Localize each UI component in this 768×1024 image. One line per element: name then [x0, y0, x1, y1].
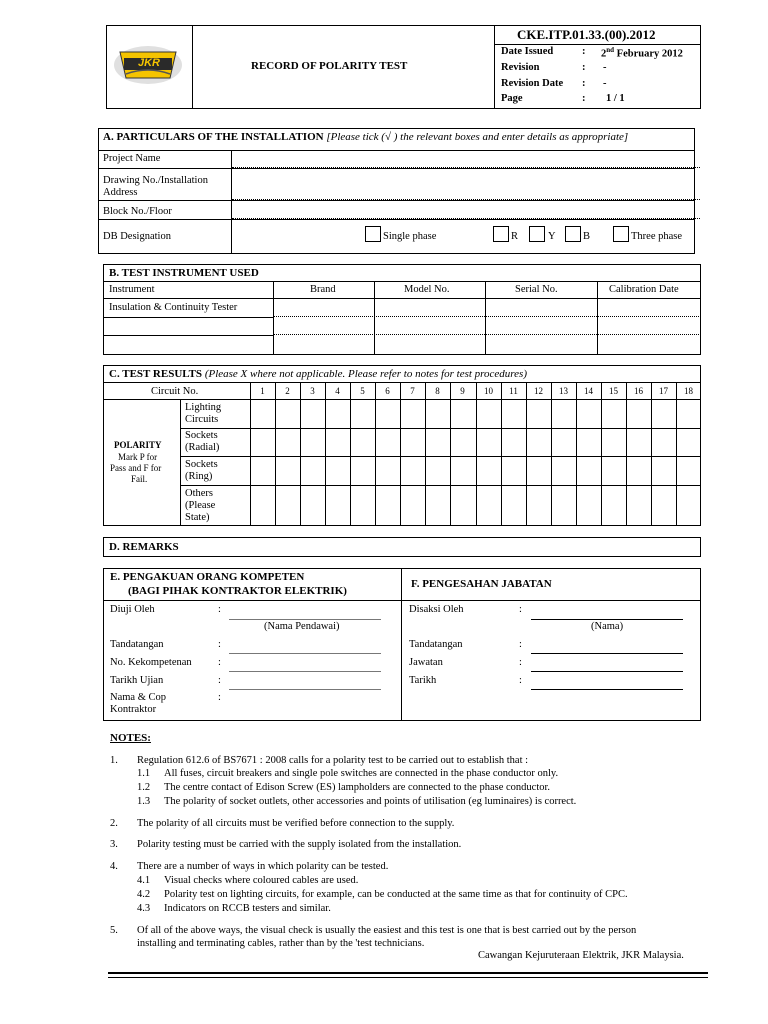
project-name-label: Project Name	[103, 153, 161, 164]
note-number-5: 5.	[110, 925, 118, 936]
circuit-number-2: 2	[285, 386, 290, 396]
logo-text: JKR	[138, 57, 161, 69]
competency-no-field[interactable]	[229, 671, 381, 672]
circuit-number-5: 5	[360, 386, 365, 396]
circuit-number-7: 7	[410, 386, 415, 396]
f-name-caption: (Nama)	[591, 621, 624, 632]
circuit-no-label: Circuit No.	[151, 386, 199, 397]
test-date-label: Tarikh Ujian	[110, 675, 164, 686]
f-signature-label: Tandatangan	[409, 639, 463, 650]
jkr-logo	[112, 44, 184, 86]
phase-y-checkbox[interactable]	[529, 226, 545, 242]
note-1-3: The polarity of socket outlets, other accessories and points of utilisation (eg luminaires) is correct.	[164, 796, 577, 807]
verified-by-label: Disaksi Oleh	[409, 604, 464, 615]
note-number-3: 3.	[110, 839, 118, 850]
type-others: Others (Please State)	[185, 488, 216, 524]
brand-header: Brand	[310, 284, 336, 295]
test-date-field[interactable]	[229, 689, 381, 690]
officer-name-caption: (Nama Pendawai)	[264, 621, 340, 632]
circuit-number-16: 16	[634, 386, 643, 396]
phase-b-checkbox[interactable]	[565, 226, 581, 242]
position-label: Jawatan	[409, 657, 443, 668]
position-field[interactable]	[531, 671, 683, 672]
circuit-number-10: 10	[484, 386, 493, 396]
tested-by-field[interactable]	[229, 619, 381, 620]
e-signature-label: Tandatangan	[110, 639, 164, 650]
circuit-number-14: 14	[584, 386, 593, 396]
phase-b-label: B	[583, 231, 591, 242]
three-phase-checkbox[interactable]	[613, 226, 629, 242]
phase-r-label: R	[511, 231, 519, 242]
circuit-number-3: 3	[310, 386, 315, 396]
circuit-number-6: 6	[385, 386, 390, 396]
f-date-label: Tarikh	[409, 675, 437, 686]
page-title: RECORD OF POLARITY TEST	[251, 60, 408, 72]
competency-no-label: No. Kekompetenan	[110, 657, 192, 668]
doc-code: CKE.ITP.01.33.(00).2012	[517, 27, 656, 42]
single-phase-label: Single phase	[383, 231, 437, 242]
single-phase-checkbox[interactable]	[365, 226, 381, 242]
db-designation-label: DB Designation	[103, 231, 171, 242]
note-2: The polarity of all circuits must be verified before connection to the supply.	[137, 818, 455, 829]
circuit-number-13: 13	[559, 386, 568, 396]
circuit-number-17: 17	[659, 386, 668, 396]
note-5-line-1: Of all of the above ways, the visual check is usually the easiest and this test is one that is best carried out by the person	[137, 925, 637, 936]
three-phase-label: Three phase	[631, 231, 683, 242]
tested-by-label: Diuji Oleh	[110, 604, 155, 615]
e-signature-field[interactable]	[229, 653, 381, 654]
section-e-title-1: E. PENGAKUAN ORANG KOMPETEN	[110, 571, 305, 583]
polarity-note-1: Mark P for	[118, 452, 158, 462]
section-f-title: F. PENGESAHAN JABATAN	[411, 578, 552, 590]
note-3: Polarity testing must be carried with the supply isolated from the installation.	[137, 839, 462, 850]
section-b-title: B. TEST INSTRUMENT USED	[109, 267, 259, 279]
instrument-1: Insulation & Continuity Tester	[109, 302, 238, 313]
serial-header: Serial No.	[515, 284, 558, 295]
type-sockets-ring: Sockets (Ring)	[185, 459, 218, 483]
note-number-2: 2.	[110, 818, 118, 829]
f-signature-field[interactable]	[531, 653, 683, 654]
note-4: There are a number of ways in which polarity can be tested.	[137, 861, 389, 872]
block-floor-label: Block No./Floor	[103, 206, 172, 217]
f-date-field[interactable]	[531, 689, 683, 690]
polarity-note-3: Fail.	[131, 474, 148, 484]
type-sockets-radial: Sockets (Radial)	[185, 430, 220, 454]
polarity-label: POLARITY	[114, 440, 162, 450]
circuit-number-11: 11	[509, 386, 518, 396]
phase-r-checkbox[interactable]	[493, 226, 509, 242]
note-number-1: 1.	[110, 755, 118, 766]
instrument-header: Instrument	[109, 284, 155, 295]
note-4-2: Polarity test on lighting circuits, for example, can be conducted at the same time as that for continuity of CPC.	[164, 889, 628, 900]
note-1-2: The centre contact of Edison Screw (ES) lampholders are connected to the phase conductor.	[164, 782, 551, 793]
section-c-title: C. TEST RESULTS (Please X where not applicable. Please refer to notes for test procedures)	[109, 368, 527, 380]
section-a-title: A. PARTICULARS OF THE INSTALLATION [Please tick (√ ) the relevant boxes and enter details as appropriate]	[103, 131, 629, 143]
model-header: Model No.	[404, 284, 450, 295]
circuit-number-8: 8	[435, 386, 440, 396]
name-stamp-label: Nama & Cop Kontraktor	[110, 692, 166, 716]
note-5-line-2: installing and terminating cables, rather than by the 'test technicians.	[137, 938, 425, 949]
circuit-number-12: 12	[534, 386, 543, 396]
section-d-title: D. REMARKS	[109, 541, 179, 553]
circuit-number-1: 1	[260, 386, 265, 396]
type-lighting: Lighting Circuits	[185, 402, 222, 426]
note-1: Regulation 612.6 of BS7671 : 2008 calls for a polarity test to be carried out to establish that :	[137, 755, 529, 766]
verified-by-field[interactable]	[531, 619, 683, 620]
section-e-title-2: (BAGI PIHAK KONTRAKTOR ELEKTRIK)	[128, 585, 347, 597]
note-number-4: 4.	[110, 861, 118, 872]
note-4-1: Visual checks where coloured cables are used.	[164, 875, 359, 886]
footer-org: Cawangan Kejuruteraan Elektrik, JKR Malaysia.	[478, 950, 684, 961]
circuit-number-9: 9	[460, 386, 465, 396]
phase-y-label: Y	[548, 231, 556, 242]
address-label: Address	[103, 187, 138, 198]
calibration-header: Calibration Date	[609, 284, 679, 295]
note-1-1: All fuses, circuit breakers and single pole switches are connected in the phase conductor only.	[164, 768, 559, 779]
note-4-3: Indicators on RCCB testers and similar.	[164, 903, 331, 914]
section-d	[103, 537, 701, 557]
circuit-number-4: 4	[335, 386, 340, 396]
circuit-number-18: 18	[684, 386, 693, 396]
drawing-no-label: Drawing No./Installation	[103, 175, 208, 186]
notes-title: NOTES:	[110, 732, 151, 744]
circuit-number-15: 15	[609, 386, 618, 396]
polarity-note-2: Pass and F for	[110, 463, 162, 473]
